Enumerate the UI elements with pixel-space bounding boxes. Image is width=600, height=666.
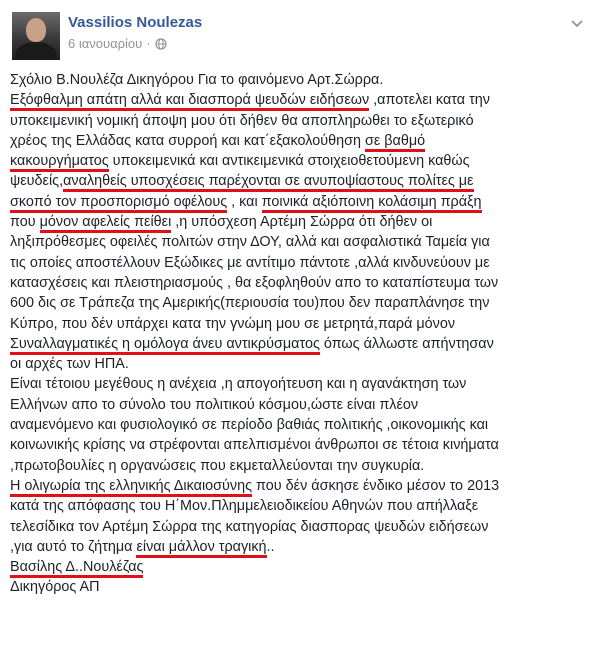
text-segment: κοινωνικής κρίσης να στρέφονται απελπισμένοι άνθρωποι σε τέτοια κινήματα xyxy=(10,437,499,454)
post-text-line xyxy=(10,273,596,293)
text-segment: κατασχέσεις και πλειστηριασμούς , θα εξοφληθούν απο το καταπίστευμα των xyxy=(10,274,499,291)
post-text-line xyxy=(10,374,596,394)
chevron-down-icon[interactable] xyxy=(570,16,584,30)
text-segment: κατά της απόφασης του Η΄Μον.Πλημμελειοδικείου Αθηνών που απήλλαξε xyxy=(10,498,479,515)
underlined-phrase: Η ολιγωρία της ελληνικής Δικαιοσύνης xyxy=(10,478,252,497)
text-segment: που δέν άσκησε ένδικο μέσον το 2013 xyxy=(252,477,500,494)
post-text-line xyxy=(10,415,596,435)
avatar[interactable] xyxy=(12,12,60,60)
post-text-line xyxy=(10,456,596,476)
text-segment: τελεσίδικα τον Αρτέμη Σώρρα της κατηγορίας διασπορας ψευδών ειδήσεων xyxy=(10,518,489,535)
text-segment: Σχόλιο Β.Νουλέζα Δικηγόρου Για το φαινόμενο Αρτ.Σώρρα. xyxy=(10,72,384,88)
post-text-line xyxy=(10,192,596,212)
text-segment: οι αρχές των ΗΠΑ. xyxy=(10,356,129,373)
text-segment: που xyxy=(10,214,40,231)
author-name[interactable]: Vassilios Noulezas xyxy=(68,14,203,31)
underlined-phrase: κακουργήματος xyxy=(10,153,109,172)
text-segment: 600 δις σε Τράπεζα της Αμερικής(περιουσία του)που δεν παραπλάνησε την xyxy=(10,295,490,312)
text-segment: χρέος της Ελλάδας κατα συρροή και κατ΄εξακολούθηση xyxy=(10,132,365,149)
text-segment: ,πρωτοβουλίες η οργανώσεις που εκμεταλλεύονται την συγκυρία. xyxy=(10,457,425,474)
post-text-line xyxy=(10,577,596,597)
text-segment: αναμενόμενο και φυσιολογικό σε περίοδο βαθιάς πολιτικής ,οικονομικής και xyxy=(10,417,489,434)
post-text-line xyxy=(10,476,596,496)
post-text-line xyxy=(10,232,596,252)
underlined-phrase: σκοπό τον προσπορισμό οφέλους xyxy=(10,194,227,213)
text-segment: Ελλήνων απο το σύνολο του πολιτικού κόσμου,ώστε είναι πλέον xyxy=(10,396,419,413)
post-text-line xyxy=(10,395,596,415)
post-text-line xyxy=(10,111,596,131)
text-segment: τις οποίες αποστέλλουν Εξώδικες με αντίτιμο πάντοτε ,αλλά κινδυνεύουν με xyxy=(10,254,490,271)
post-text-line xyxy=(10,354,596,374)
post-date[interactable]: 6 ιανουαρίου xyxy=(68,36,143,51)
underlined-phrase: είναι μάλλον τραγική xyxy=(136,539,266,558)
meta-separator: · xyxy=(146,36,151,51)
post-text-line xyxy=(10,334,596,354)
post-header xyxy=(12,12,588,60)
post-text-line xyxy=(10,70,596,90)
post-text-line xyxy=(10,435,596,455)
text-segment: , και xyxy=(227,193,262,210)
post-text-line xyxy=(10,90,596,110)
text-segment: .. xyxy=(266,538,275,555)
post-body xyxy=(10,70,596,598)
post-text-line xyxy=(10,517,596,537)
underlined-phrase: ποινικά αξιόποινη κολάσιμη πράξη xyxy=(262,194,482,213)
post-text-line xyxy=(10,171,596,191)
text-segment: Δικηγόρος ΑΠ xyxy=(10,579,100,596)
text-segment: υποκειμενικά και αντικειμενικά στοιχειοθετούμενη καθώς xyxy=(108,153,470,170)
avatar-body xyxy=(16,42,56,60)
post-text-line xyxy=(10,151,596,171)
text-segment: ,αποτελει κατα την xyxy=(369,92,490,109)
underlined-phrase: Βασίλης Δ..Νουλέζας xyxy=(10,559,143,578)
post-text-line xyxy=(10,557,596,577)
underlined-phrase: αναληθείς υποσχέσεις παρέχονται σε ανυποψίαστους πολίτες με xyxy=(63,173,473,192)
post-text-line xyxy=(10,212,596,232)
text-segment: Κύπρο, που δέν υπάρχει κατα την γνώμη μου σε μετρητά,παρά μόνον xyxy=(10,315,456,332)
text-segment: υποκειμενική νομική άποψη μου ότι δήθεν θα αποπληρωθει το εξωτερικό xyxy=(10,112,474,129)
underlined-phrase: μόνον αφελείς πείθει xyxy=(40,214,172,233)
post-text-line xyxy=(10,537,596,557)
text-segment: ψευδείς, xyxy=(10,173,64,190)
text-segment: ληξιπρόθεσμες οφειλές πολιτών στην ΔΟΥ, αλλά και ασφαλιστικά Ταμεία για xyxy=(10,234,490,251)
avatar-head xyxy=(26,18,46,42)
text-segment: ,η υπόσχεση Αρτέμη Σώρρα ότι δήθεν οι xyxy=(171,214,433,231)
underlined-phrase: Συναλλαγματικές η ομόλογα άνευ αντικρύσματος xyxy=(10,336,320,355)
post-text-line xyxy=(10,131,596,151)
globe-icon[interactable] xyxy=(155,38,167,50)
underlined-phrase: σε βαθμό xyxy=(365,133,425,152)
text-segment: όπως άλλωστε απήντησαν xyxy=(319,335,494,352)
text-segment: Είναι τέτοιου μεγέθους η ανέχεια ,η απογοήτευση και η αγανάκτηση των xyxy=(10,376,467,393)
post-text-line xyxy=(10,314,596,334)
post-text-line xyxy=(10,253,596,273)
underlined-phrase: Εξόφθαλμη απάτη αλλά και διασπορά ψευδών ειδήσεων xyxy=(10,92,369,111)
text-segment: ,για αυτό το ζήτημα xyxy=(10,538,137,555)
post-text-line xyxy=(10,293,596,313)
post-text-line xyxy=(10,496,596,516)
post-meta xyxy=(68,36,167,51)
